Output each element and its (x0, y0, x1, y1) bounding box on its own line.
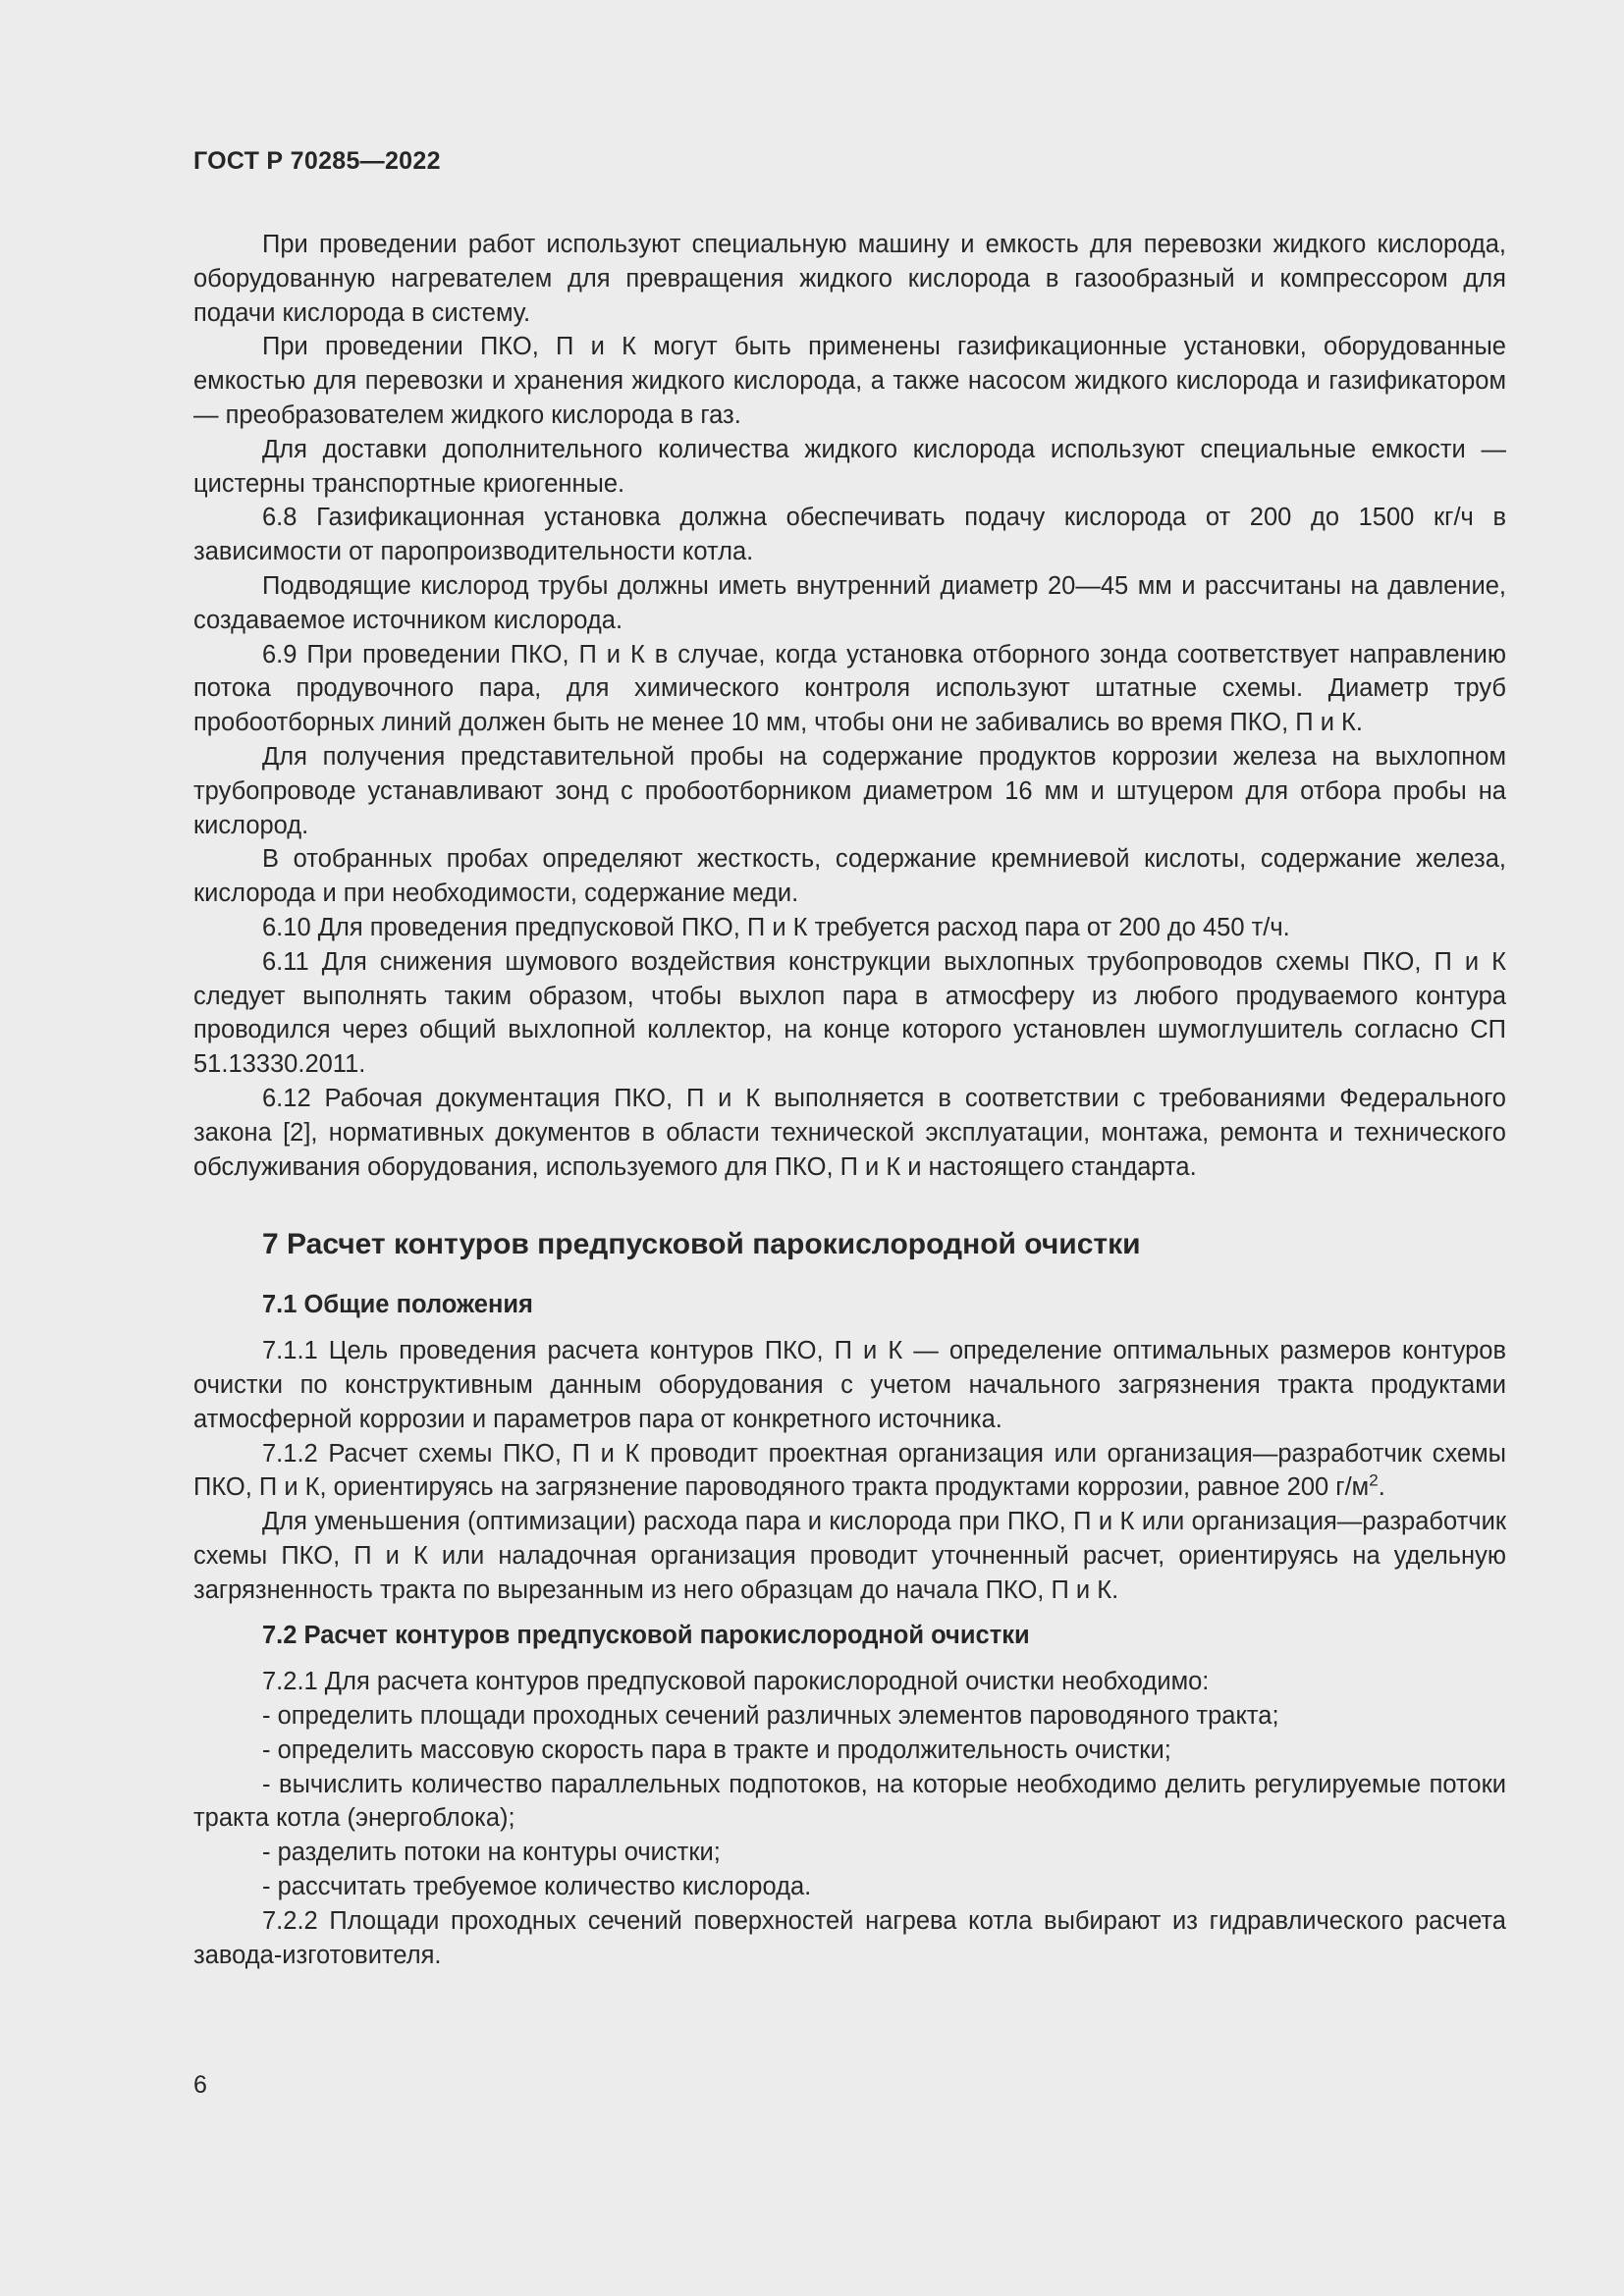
paragraph: При проведении ПКО, П и К могут быть применены газификационные установки, оборудованные емкостью для перевозки и хранения жидкого кислорода, а также насосом жидкого кислорода и газификатором — преобразователем жидкого кислорода в газ. (193, 333, 1506, 429)
page-number: 6 (193, 2071, 207, 2099)
clause-7-2-1: 7.2.1 Для расчета контуров предпусковой парокислородной очистки необходимо: (262, 1668, 1210, 1696)
list-item: - разделить потоки на контуры очистки; (262, 1839, 721, 1867)
paragraph: Для получения представительной пробы на содержание продуктов коррозии железа на выхлопном трубопроводе устанавливают зонд с пробоотборником диаметром 16 мм и штуцером для отбора пробы на кислород. (193, 742, 1506, 839)
clause-7-1-1: 7.1.1 Цель проведения расчета контуров ПКО, П и К — определение оптимальных размеров контуров очистки по конструктивным данным оборудования с учетом начального загрязнения тракта продуктами атмосферной коррозии и параметров пара от конкретного источника. (193, 1337, 1506, 1433)
subsection-7-2-heading: 7.2 Расчет контуров предпусковой парокислородной очистки (262, 1622, 1030, 1650)
superscript-exponent: 2 (1369, 1470, 1379, 1490)
list-item: - вычислить количество параллельных подпотоков, на которые необходимо делить регулируемые потоки тракта котла (энергоблока); (193, 1770, 1506, 1833)
clause-6-12: 6.12 Рабочая документация ПКО, П и К выполняется в соответствии с требованиями Федерального закона [2], нормативных документов в области технической эксплуатации, монтажа, ремонта и технического обслуживания оборудования, используемого для ПКО, П и К и настоящего стандарта. (193, 1084, 1506, 1181)
list-item: - рассчитать требуемое количество кислорода. (262, 1873, 812, 1901)
document-code-header: ГОСТ Р 70285—2022 (193, 147, 441, 175)
paragraph: В отобранных пробах определяют жесткость, содержание кремниевой кислоты, содержание железа, кислорода и при необходимости, содержание меди. (193, 845, 1506, 908)
list-item: - определить площади проходных сечений различных элементов пароводяного тракта; (262, 1702, 1279, 1731)
paragraph: При проведении работ используют специальную машину и емкость для перевозки жидкого кислорода, оборудованную нагревателем для превращения жидкого кислорода в газообразный и компрессором для подачи кислорода в систему. (193, 231, 1506, 327)
document-body (193, 228, 1506, 1972)
clause-6-11: 6.11 Для снижения шумового воздействия конструкции выхлопных трубопроводов схемы ПКО, П и К следует выполнять таким образом, чтобы выхлоп пара в атмосферу из любого продуваемого контура проводился через общий выхлопной коллектор, на конце которого установлен шумоглушитель согласно СП 51.13330.2011. (193, 947, 1506, 1079)
list-item: - определить массовую скорость пара в тракте и продолжительность очистки; (262, 1735, 1171, 1764)
paragraph: Для доставки дополнительного количества жидкого кислорода используют специальные емкости — цистерны транспортные криогенные. (193, 435, 1506, 498)
clause-6-8: 6.8 Газификационная установка должна обеспечивать подачу кислорода от 200 до 1500 кг/ч в зависимости от паропроизводительности котла. (193, 504, 1506, 566)
subsection-7-1-heading: 7.1 Общие положения (262, 1291, 533, 1319)
clause-6-10: 6.10 Для проведения предпусковой ПКО, П и К требуется расход пара от 200 до 450 т/ч. (262, 913, 1290, 941)
section-7-heading: 7 Расчет контуров предпусковой парокислородной очистки (262, 1228, 1141, 1261)
paragraph: Подводящие кислород трубы должны иметь внутренний диаметр 20—45 мм и рассчитаны на давление, создаваемое источником кислорода. (193, 571, 1506, 634)
paragraph: Для уменьшения (оптимизации) расхода пара и кислорода при ПКО, П и К или организация—разработчик схемы ПКО, П и К или наладочная организация проводит уточненный расчет, ориентируясь на удельную загрязненность тракта по вырезанным из него образцам до начала ПКО, П и К. (193, 1508, 1506, 1604)
clause-6-9: 6.9 При проведении ПКО, П и К в случае, когда установка отборного зонда соответствует направлению потока продувочного пара, для химического контроля используют штатные схемы. Диаметр труб пробоотборных линий должен быть не менее 10 мм, чтобы они не забивались во время ПКО, П и К. (193, 640, 1506, 737)
clause-7-1-2-end: . (1378, 1473, 1385, 1502)
clause-7-1-2-text: 7.1.2 Расчет схемы ПКО, П и К проводит проектная организация или организация—разработчик схемы ПКО, П и К, ориентируясь на загрязнение пароводяного тракта продуктами коррозии, равное 200 г/м (193, 1439, 1506, 1502)
clause-7-1-2 (193, 1437, 1506, 1506)
clause-7-2-2: 7.2.2 Площади проходных сечений поверхностей нагрева котла выбирают из гидравлического расчета завода-изготовителя. (193, 1906, 1506, 1969)
